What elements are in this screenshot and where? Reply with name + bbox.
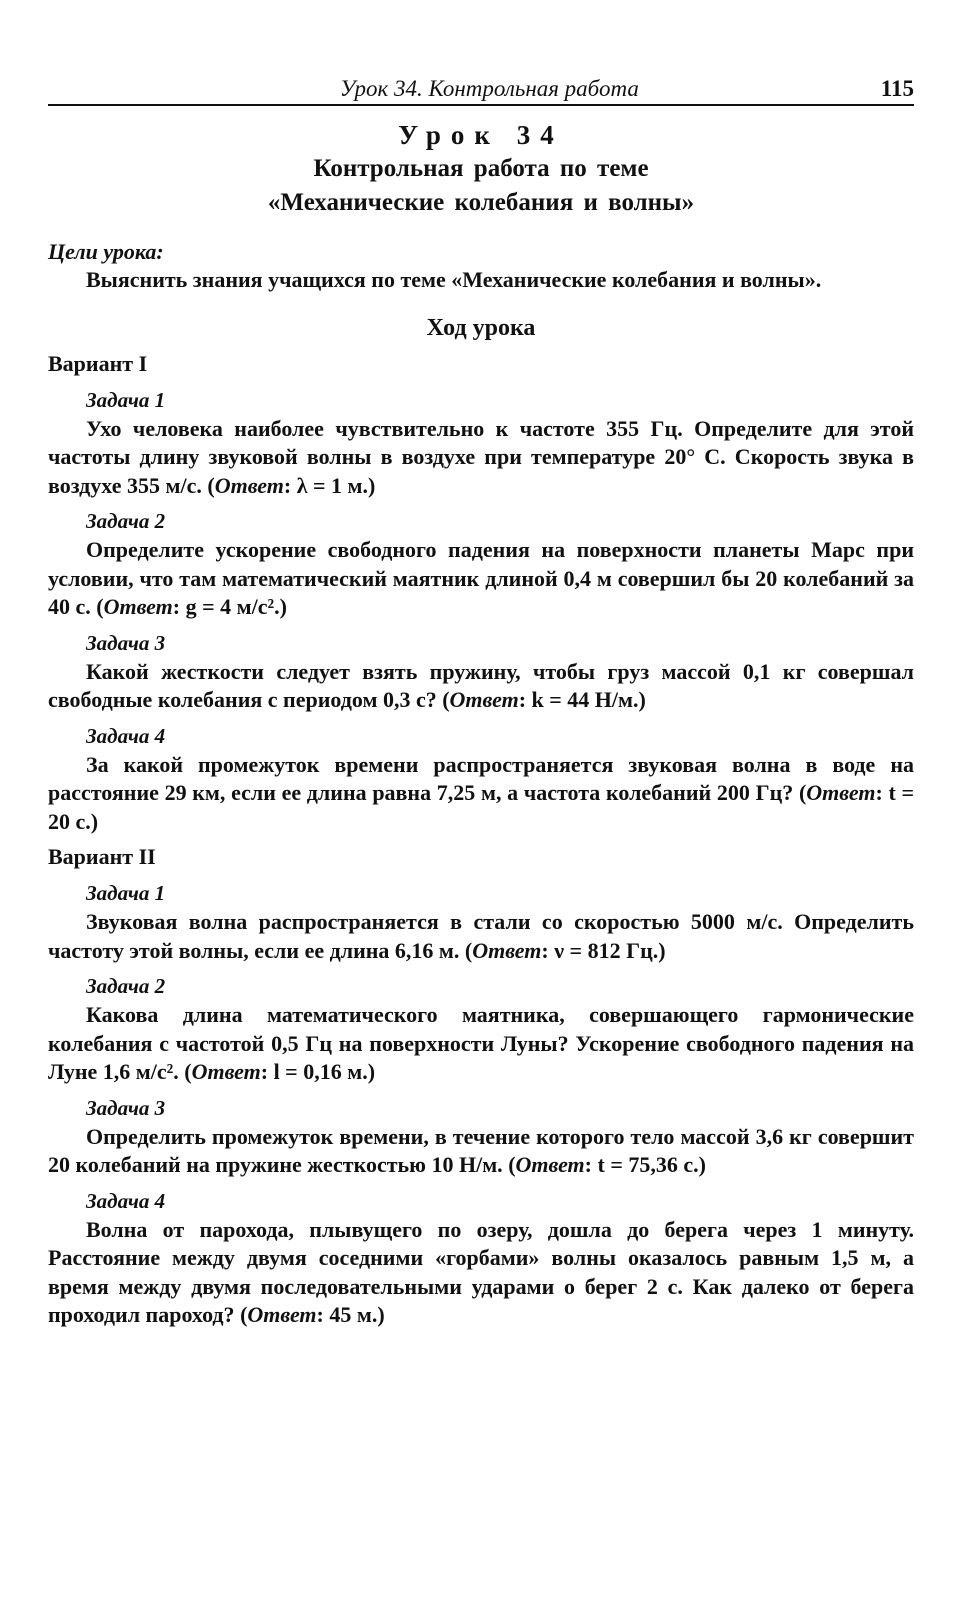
task-label: Задача 3 [86,630,166,655]
page-number: 115 [880,76,914,101]
task-label: Задача 1 [86,387,166,412]
answer-value: ν = 812 Гц. [554,937,659,963]
task-statement: Какова длина математического маятника, совершающего гармонические колебания с частотой 0,5 Гц на поверхности Луны? Ускорение свободного падения на Луне 1,6 м/с². [48,1002,914,1084]
task-text: Определить промежуток времени, в течение которого тело массой 3,6 кг совершит 20 колебаний на пружине жесткостью 10 Н/м. (Ответ: t = 75,36 с.) [48,1123,914,1177]
variant-1-label: Вариант I [48,350,148,376]
answer-value: l = 0,16 м. [273,1059,368,1084]
answer-label: Ответ [247,1302,317,1327]
answer-value: g = 4 м/с². [185,594,280,619]
task-text: Волна от парохода, плывущего по озеру, дошла до берега через 1 минуту. Расстояние между двумя соседними «горбами» волны оказалось равным 1,5 м, а время между двумя последовательными ударами о берег 2 с. Как далеко от берега проходил пароход? (Ответ: 45 м.) [48,1216,914,1327]
task-text: Звуковая волна распространяется в стали со скоростью 5000 м/с. Определить частоту этой волны, если ее длина 6,16 м. (Ответ: ν = 812 Гц.) [48,909,914,963]
task-text: Какой жесткости следует взять пружину, чтобы груз массой 0,1 кг совершал свободные колебания с периодом 0,3 с? (Ответ: k = 44 Н/м.) [48,658,914,712]
task-text: Определите ускорение свободного падения на поверхности планеты Марс при условии, что там математический маятник длиной 0,4 м совершил бы 20 колебаний за 40 с. (Ответ: g = 4 м/с².) [48,537,914,619]
answer-value: λ = 1 м. [296,472,369,498]
running-header [48,72,914,106]
answer-value: t = 75,36 с. [597,1152,699,1177]
task-statement: За какой промежуток времени распространяется звуковая волна в воде на расстояние 29 км, если ее длина равна 7,25 м, а частота колебаний 200 Гц? [48,751,914,805]
task-text: За какой промежуток времени распространяется звуковая волна в воде на расстояние 29 км, если ее длина равна 7,25 м, а частота колебаний 200 Гц? (Ответ: t = 20 с.) [48,751,914,834]
task-statement: Звуковая волна распространяется в стали со скоростью 5000 м/с. Определить частоту этой волны, если ее длина 6,16 м. [48,909,914,963]
lesson-title-line2: «Механические колебания и волны» [267,189,695,216]
answer-label: Ответ [515,1152,585,1177]
task-statement: Какой жесткости следует взять пружину, чтобы груз массой 0,1 кг совершал свободные колебания с периодом 0,3 с? [48,658,914,712]
task-statement: Ухо человека наиболее чувствительно к частоте 355 Гц. Определите для этой частоты длину звуковой волны в воздухе при температуре 20° С. Скорость звука в воздухе 355 м/с. [48,415,914,498]
variant-2-label: Вариант II [48,844,156,869]
task-text: Какова длина математического маятника, совершающего гармонические колебания с частотой 0,5 Гц на поверхности Луны? Ускорение свободного падения на Луне 1,6 м/с². (Ответ: l = 0,16 м.) [48,1002,914,1084]
answer-label: Ответ [214,472,284,498]
task-label: Задача 3 [86,1095,166,1120]
task-label: Задача 4 [86,723,166,748]
answer-value: k = 44 Н/м. [531,687,639,712]
lesson-title-block [48,118,914,220]
goals-label: Цели урока: [48,239,164,264]
task-label: Задача 2 [86,974,166,998]
answer-label: Ответ [472,937,542,963]
book-page [48,72,914,1330]
task-label: Задача 4 [86,1188,166,1213]
answer-value: 45 м. [329,1302,378,1327]
task-text: Ухо человека наиболее чувствительно к частоте 355 Гц. Определите для этой частоты длину звуковой волны в воздухе при температуре 20° С. Скорость звука в воздухе 355 м/с. (Ответ: λ = 1 м.) [48,415,914,498]
running-title: Урок 34. Контрольная работа [339,76,639,101]
task-statement: Определите ускорение свободного падения на поверхности планеты Марс при условии, что там математический маятник длиной 0,4 м совершил бы 20 колебаний за 40 с. [48,537,914,619]
answer-label: Ответ [806,780,876,805]
task-statement: Волна от парохода, плывущего по озеру, дошла до берега через 1 минуту. Расстояние между двумя соседними «горбами» волны оказалось равным 1,5 м, а время между двумя последовательными ударами о берег 2 с. Как далеко от берега проходил пароход? [48,1216,914,1327]
course-heading: Ход урока [426,314,536,341]
task-label: Задача 2 [86,509,166,533]
answer-value: t = 20 с. [48,780,914,834]
task-statement: Определить промежуток времени, в течение которого тело массой 3,6 кг совершит 20 колебаний на пружине жесткостью 10 Н/м. [48,1123,914,1177]
lesson-number: Урок 34 [398,120,564,150]
lesson-title-line1: Контрольная работа по теме [313,155,649,182]
goals-text: Выяснить знания учащихся по теме «Механические колебания и волны». [86,267,822,292]
answer-label: Ответ [191,1059,261,1084]
answer-label: Ответ [449,687,519,712]
task-label: Задача 1 [86,881,166,905]
answer-label: Ответ [103,594,173,619]
